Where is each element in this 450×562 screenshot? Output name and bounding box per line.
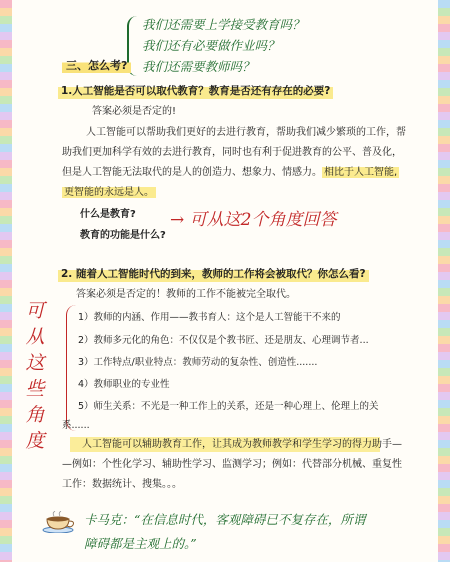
question-2-heading: 2. 随着人工智能时代的到来，教师的工作将会被取代？你怎么看? — [58, 265, 369, 282]
q1-para-line-4 — [62, 184, 156, 201]
side-char-2: 从 — [25, 326, 45, 348]
side-char-1: 可 — [25, 300, 45, 322]
q1-subquestion-1: 什么是教育? — [80, 209, 136, 220]
q2-conclusion-line-2: —例如：个性化学习、辅助性学习、监测学习；例如：代替部分机械、重复性 — [62, 459, 402, 470]
q1-para-line-1: 人工智能可以帮助我们更好的去进行教育，帮助我们减少繁琐的工作，帮 — [86, 127, 406, 138]
q1-highlight-b: 更智能的永远是人。 — [64, 187, 154, 198]
decorative-right-border — [438, 0, 450, 562]
side-char-6: 度 — [25, 430, 45, 452]
decorative-left-border — [0, 0, 12, 562]
side-char-4: 些 — [25, 378, 45, 400]
side-char-3: 这 — [25, 352, 45, 374]
q1-para-line-2: 助我们更加科学有效的去进行教育，同时也有利于促进教育的公平、普及化， — [62, 147, 402, 158]
coffee-cup-icon — [42, 511, 76, 533]
question-1-heading: 1.人工智能是否可以取代教育？教育是否还有存在的必要? — [58, 82, 333, 99]
header-question-3: 我们还需要教师吗？ — [142, 59, 255, 74]
q1-para-line-3 — [62, 164, 399, 181]
side-char-5: 角 — [25, 404, 45, 426]
q1-answer: 答案必须是否定的! — [92, 106, 177, 117]
q1-subquestion-2: 教育的功能是什么? — [80, 230, 166, 241]
q2-answer: 答案必须是否定的！教师的工作不能被完全取代。 — [76, 289, 296, 300]
q1-highlight-a: 相比于人工智能, — [324, 167, 398, 178]
q2-item-3: 3）工作特点/职业特点：教师劳动的复杂性、创造性....... — [78, 357, 318, 368]
q2-item-5: 5）师生关系：不光是一种工作上的关系，还是一种心理上、伦理上的关 — [78, 401, 379, 412]
q2-item-4: 4）教师职业的专业性 — [78, 379, 170, 390]
q2-side-vertical-note — [20, 298, 50, 454]
q2-item-1: 1）教师的内涵、作用——教书育人：这个是人工智能干不来的 — [78, 312, 341, 323]
q2-conclusion-line-1: 人工智能可以辅助教育工作，让其成为教师教学和学生学习的得力助手— — [82, 439, 402, 450]
q2-list-brace — [66, 305, 76, 431]
q2-item-5-continued: 系...... — [62, 420, 90, 431]
header-question-2: 我们还有必要做作业吗？ — [142, 38, 280, 53]
q2-conclusion-line-3: 工作：数据统计、搜集。。。 — [62, 479, 182, 490]
section-title: 三、怎么考? — [62, 57, 131, 73]
q1-para-line-3-text: 但是人工智能无法取代的是人的创造力、想象力、情感力。 — [62, 167, 322, 178]
q1-side-note: → 可从这2个角度回答 — [170, 210, 337, 230]
q2-item-2: 2）教师多元化的角色：不仅仅是个教书匠、还是朋友、心理调节者... — [78, 335, 369, 346]
quote-line-1: 卡马克：“在信息时代，客观障碍已不复存在，所谓 — [84, 512, 366, 527]
quote-line-2: 障碍都是主观上的。” — [84, 536, 197, 551]
header-question-1: 我们还需要上学接受教育吗？ — [142, 17, 305, 32]
